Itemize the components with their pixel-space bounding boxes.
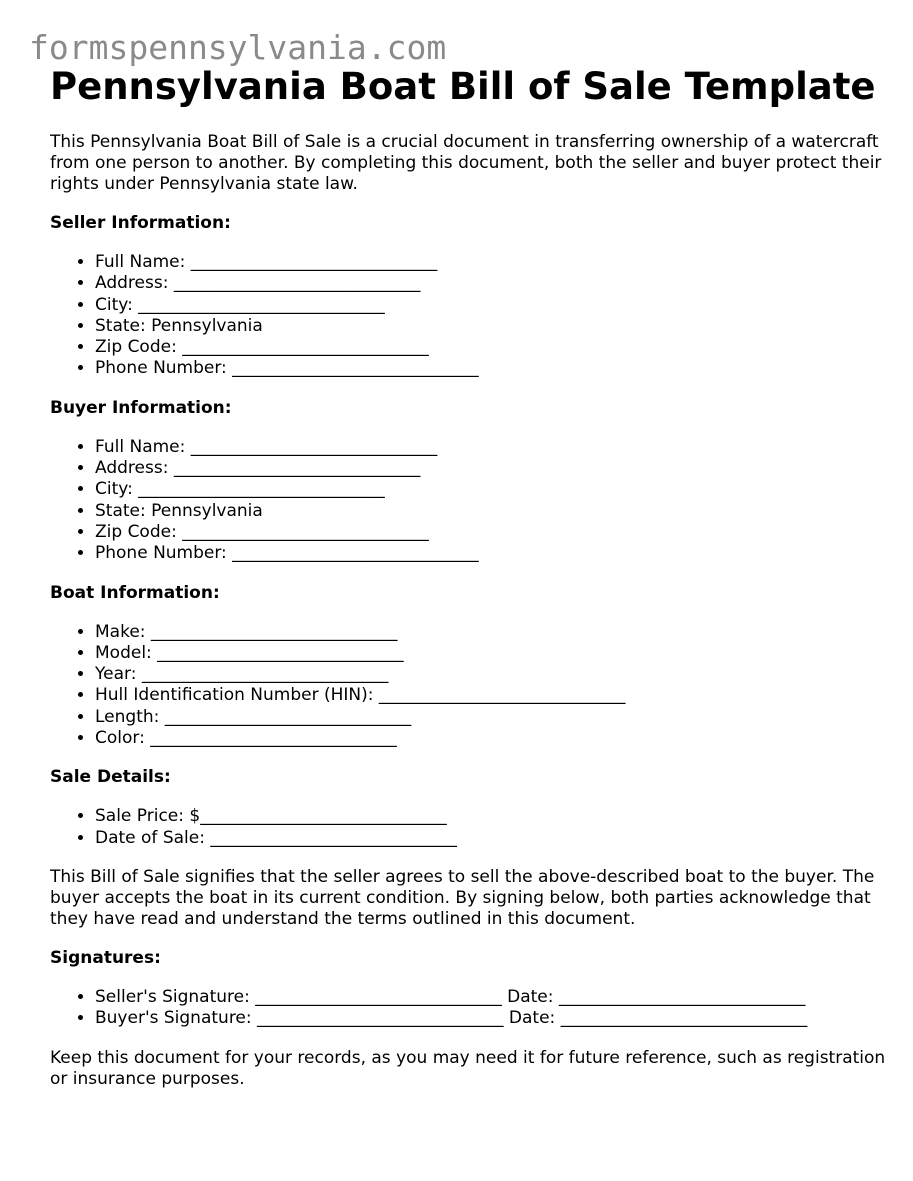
buyer-address-field: • Address: _____________________________ xyxy=(95,458,890,479)
seller-section-heading: Seller Information: xyxy=(50,213,231,233)
boat-color-field: • Color: _____________________________ xyxy=(95,728,890,749)
seller-state-field: • State: Pennsylvania xyxy=(95,316,890,337)
buyer-state-field: • State: Pennsylvania xyxy=(95,501,890,522)
buyer-section-heading: Buyer Information: xyxy=(50,397,232,418)
boat-section-heading: Boat Information: xyxy=(50,582,220,603)
buyer-zip-field: • Zip Code: _____________________________ xyxy=(95,522,890,543)
sale-section-heading: Sale Details: xyxy=(50,767,171,788)
buyer-phone-field: • Phone Number: _____________________________ xyxy=(95,543,890,564)
boat-info-list xyxy=(50,622,890,750)
agreement-paragraph: This Bill of Sale signifies that the seller agrees to sell the above-described boat to the buyer. The buyer accepts the boat in its current condition. By signing below, both parties acknowledge that they have read and understand the terms outlined in this document. xyxy=(50,866,875,929)
site-watermark: formspennsylvania.com xyxy=(29,28,447,67)
signatures-list xyxy=(50,987,890,1030)
document-body xyxy=(50,64,890,1090)
boat-model-field: • Model: _____________________________ xyxy=(95,643,890,664)
buyer-full-name-field: • Full Name: _____________________________ xyxy=(95,437,890,458)
seller-phone-field: • Phone Number: _____________________________ xyxy=(95,358,890,379)
sale-price-field: • Sale Price: $_____________________________ xyxy=(95,806,890,827)
boat-make-field: • Make: _____________________________ xyxy=(95,622,890,643)
seller-full-name-field: • Full Name: _____________________________ xyxy=(95,252,890,273)
seller-zip-field: • Zip Code: _____________________________ xyxy=(95,337,890,358)
seller-address-field: • Address: _____________________________ xyxy=(95,273,890,294)
seller-info-list xyxy=(50,252,890,380)
boat-length-field: • Length: _____________________________ xyxy=(95,707,890,728)
closing-paragraph: Keep this document for your records, as you may need it for future reference, such as registration or insurance purposes. xyxy=(50,1047,886,1089)
buyer-info-list xyxy=(50,437,890,565)
document-title: Pennsylvania Boat Bill of Sale Template xyxy=(50,65,876,108)
sale-details-list xyxy=(50,806,890,849)
buyer-signature-field: • Buyer's Signature: _____________________________ Date: _____________________________ xyxy=(95,1008,890,1029)
boat-year-field: • Year: _____________________________ xyxy=(95,664,890,685)
boat-hin-field: • Hull Identification Number (HIN): _____________________________ xyxy=(95,685,890,706)
signatures-section-heading: Signatures: xyxy=(50,947,161,968)
intro-paragraph: This Pennsylvania Boat Bill of Sale is a crucial document in transferring ownership of a watercraft from one person to another. By completing this document, both the seller and buyer protect their rights under Pennsylvania state law. xyxy=(50,132,882,194)
seller-signature-field: • Seller's Signature: _____________________________ Date: _____________________________ xyxy=(95,987,890,1008)
buyer-city-field: • City: _____________________________ xyxy=(95,479,890,500)
sale-date-field: • Date of Sale: _____________________________ xyxy=(95,828,890,849)
seller-city-field: • City: _____________________________ xyxy=(95,295,890,316)
